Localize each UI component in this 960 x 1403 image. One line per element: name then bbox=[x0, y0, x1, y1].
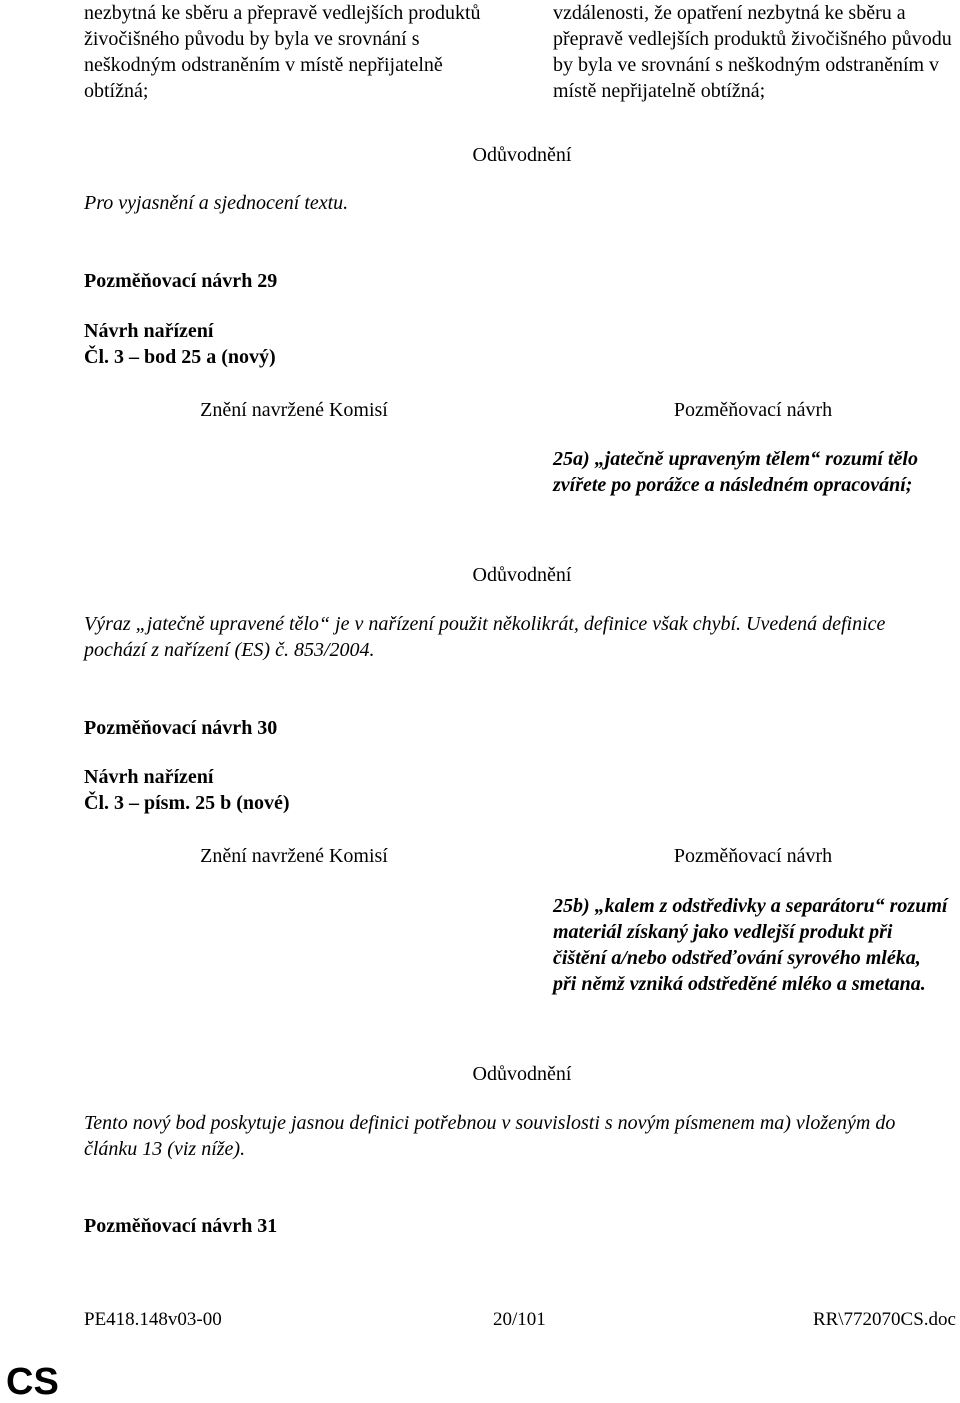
article-reference: Čl. 3 – písm. 25 b (nové) bbox=[84, 792, 290, 814]
justification-text: Tento nový bod poskytuje jasnou definici potřebnou v souvislosti s novým písmenem ma) vloženým do článku 13 (viz níže). bbox=[84, 1112, 896, 1160]
left-column-text: nezbytná ke sběru a přepravě vedlejších produktů živočišného původu by byla ve srovnání s neškodným odstraněním v místě nepřijatelně obtížná; bbox=[84, 2, 481, 102]
article-reference: Čl. 3 – bod 25 a (nový) bbox=[84, 346, 276, 368]
footer-doc-reference: PE418.148v03-00 bbox=[84, 1309, 222, 1330]
right-column-text: vzdálenosti, že opatření nezbytná ke sběru a přepravě vedlejších produktů živočišného původu by byla ve srovnání s neškodným odstraněním v místě nepřijatelně obtížná; bbox=[553, 2, 952, 102]
justification-heading: Odůvodnění bbox=[472, 564, 572, 586]
commission-text-header: Znění navržené Komisí bbox=[200, 399, 388, 421]
justification-text: Pro vyjasnění a sjednocení textu. bbox=[84, 192, 349, 214]
justification-heading: Odůvodnění bbox=[472, 1063, 572, 1085]
justification-text: Výraz „jatečně upravené tělo“ je v nařízení použit několikrát, definice však chybí. Uvedená definice pochází z nařízení (ES) č. 853/2004. bbox=[84, 613, 886, 661]
language-code: CS bbox=[6, 1361, 59, 1403]
amendment-header: Pozměňovací návrh bbox=[673, 845, 833, 867]
commission-text-header: Znění navržené Komisí bbox=[200, 845, 388, 867]
amendment-text: 25a) „jatečně upraveným tělem“ rozumí tělo zvířete po porážce a následném opracování; bbox=[553, 448, 918, 496]
amendment-text: 25b) „kalem z odstředivky a separátoru“ rozumí materiál získaný jako vedlejší produkt při čištění a/nebo odstřeďování syrového mléka, při němž vzniká odstředěné mléko a smetana. bbox=[553, 895, 948, 995]
proposal-label: Návrh nařízení bbox=[84, 766, 214, 788]
amendment-title: Pozměňovací návrh 29 bbox=[84, 270, 278, 292]
footer-page-number: 20/101 bbox=[493, 1309, 546, 1330]
proposal-label: Návrh nařízení bbox=[84, 320, 214, 342]
justification-heading: Odůvodnění bbox=[472, 144, 572, 166]
amendment-title: Pozměňovací návrh 30 bbox=[84, 717, 278, 739]
amendment-title: Pozměňovací návrh 31 bbox=[84, 1215, 278, 1237]
amendment-header: Pozměňovací návrh bbox=[673, 399, 833, 421]
footer-file-name: RR\772070CS.doc bbox=[812, 1309, 956, 1330]
